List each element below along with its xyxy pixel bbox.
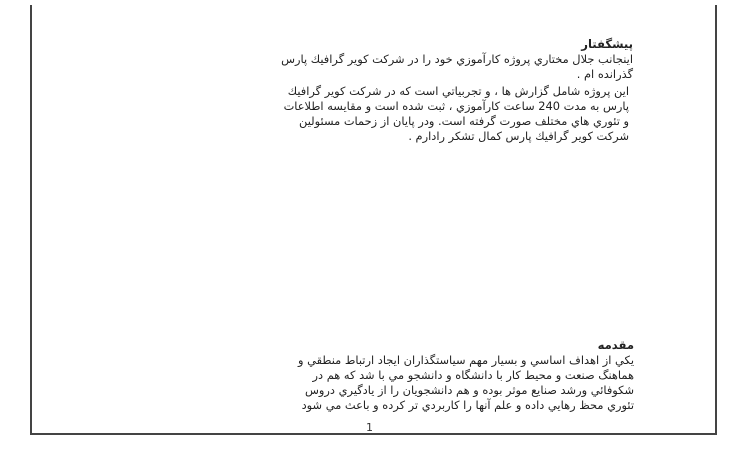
preface-heading: پيشگفتار — [581, 37, 633, 51]
preface-paragraph-1 — [113, 52, 633, 82]
preface-line: گذرانده ام . — [576, 67, 633, 81]
preface-line: شركت كوير گرافيك پارس كمال تشكر رادارم . — [408, 129, 629, 143]
introduction-line: هماهنگ صنعت و محيط كار با دانشگاه و دانشجو مي با شد كه هم در — [312, 368, 634, 382]
introduction-line: تئوري محظ رهايي داده و علم آنها را كاربردي تر كرده و باعث مي شود — [301, 398, 634, 412]
preface-line: اين پروژه شامل گزارش ها ، و تجربياتي است كه در شركت كوير گرافيك — [287, 84, 629, 98]
introduction-line: شكوفائي ورشد صنايع موثر بوده و هم دانشجويان را از يادگيري دروس — [305, 383, 634, 397]
preface-line: اينجانب جلال مختاري پروژه كارآموزي خود را در شركت كوير گرافيك پارس — [281, 52, 633, 66]
introduction-section — [114, 338, 634, 413]
introduction-line: يكي از اهداف اساسي و بسيار مهم سياستگذاران ايجاد ارتباط منطقي و — [297, 353, 634, 367]
introduction-heading: مقدمه — [597, 338, 634, 352]
preface-line: و تئوري هاي مختلف صورت گرفته است. ودر پايان از زحمات مسئولين — [299, 114, 629, 128]
page-number: 1 — [366, 421, 373, 434]
preface-paragraph-2 — [113, 84, 629, 144]
preface-section — [113, 37, 633, 144]
preface-line: پارس به مدت 240 ساعت كارآموزي ، ثبت شده است و مقايسه اطلاعات — [283, 99, 629, 113]
